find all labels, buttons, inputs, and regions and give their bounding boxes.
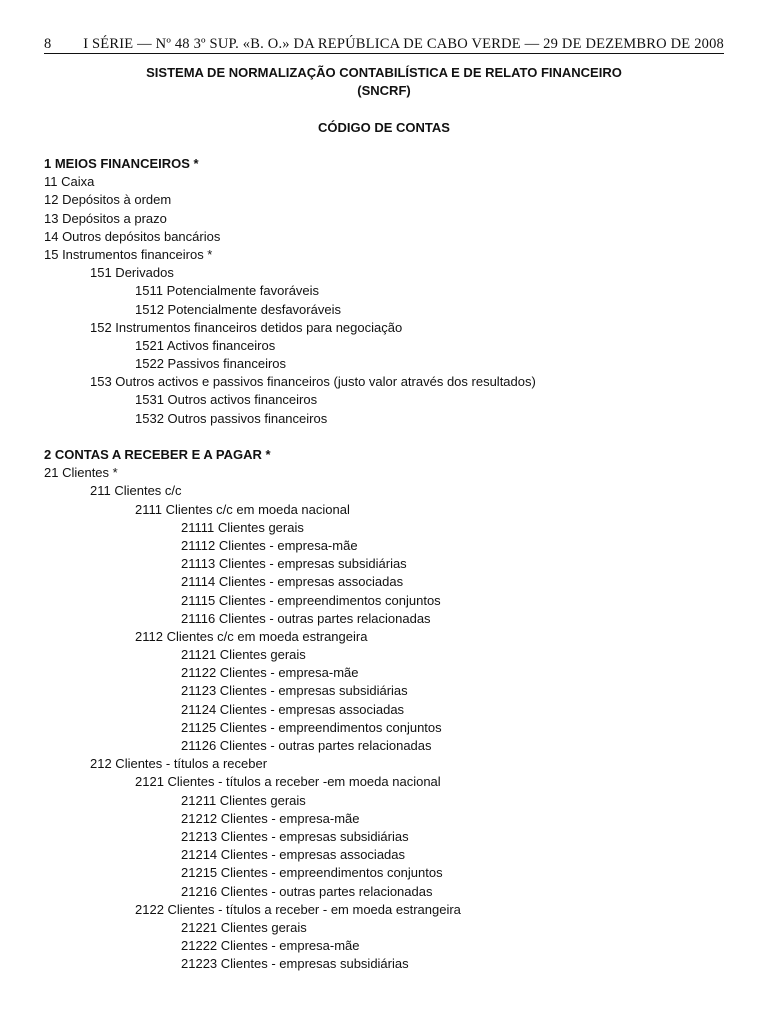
running-title: I SÉRIE — Nº 48 3º SUP. «B. O.» DA REPÚBLICA DE CABO VERDE — 29 DE DEZEMBRO DE 2008 — [83, 36, 724, 52]
header-rule — [44, 53, 724, 54]
account-item: 13 Depósitos a prazo — [44, 210, 167, 226]
section-heading: 2 CONTAS A RECEBER E A PAGAR * — [44, 447, 271, 462]
account-item: 2121 Clientes - títulos a receber -em moeda nacional — [135, 774, 441, 790]
account-item: 151 Derivados — [90, 265, 174, 281]
account-item: 14 Outros depósitos bancários — [44, 228, 221, 244]
document-subtitle: CÓDIGO DE CONTAS — [318, 120, 450, 135]
account-item: 21121 Clientes gerais — [181, 647, 306, 663]
account-item: 21125 Clientes - empreendimentos conjuntos — [181, 719, 442, 735]
account-item: 12 Depósitos à ordem — [44, 192, 172, 208]
account-item: 211 Clientes c/c — [90, 483, 182, 499]
section-spacer — [44, 428, 744, 446]
account-item: 21216 Clientes - outras partes relacionadas — [181, 883, 433, 899]
account-code-list — [44, 155, 744, 973]
account-item: 21124 Clientes - empresas associadas — [181, 701, 405, 717]
account-item: 152 Instrumentos financeiros detidos para negociação — [90, 319, 403, 335]
document-acronym: (SNCRF) — [357, 83, 411, 98]
account-item: 212 Clientes - títulos a receber — [90, 756, 268, 772]
account-item: 21215 Clientes - empreendimentos conjuntos — [181, 865, 443, 881]
account-item: 1531 Outros activos financeiros — [135, 392, 318, 408]
account-item: 21112 Clientes - empresa-mãe — [181, 537, 358, 553]
account-item: 21126 Clientes - outras partes relacionadas — [181, 738, 432, 753]
account-item: 21123 Clientes - empresas subsidiárias — [181, 683, 408, 699]
account-item: 21214 Clientes - empresas associadas — [181, 847, 406, 863]
account-item: 21213 Clientes - empresas subsidiárias — [181, 828, 409, 844]
account-item: 153 Outros activos e passivos financeiros (justo valor através dos resultados) — [90, 374, 536, 390]
document-title: SISTEMA DE NORMALIZAÇÃO CONTABILÍSTICA E DE RELATO FINANCEIRO — [146, 65, 622, 80]
account-item: 21223 Clientes - empresas subsidiárias — [181, 956, 409, 972]
account-item: 1522 Passivos financeiros — [135, 356, 287, 372]
account-item: 15 Instrumentos financeiros * — [44, 246, 213, 262]
account-item: 1521 Activos financeiros — [135, 337, 276, 353]
account-item: 2112 Clientes c/c em moeda estrangeira — [135, 628, 368, 644]
page-number: 8 — [44, 36, 52, 52]
account-item: 21212 Clientes - empresa-mãe — [181, 810, 360, 826]
section-heading: 1 MEIOS FINANCEIROS * — [44, 156, 199, 171]
account-item: 1512 Potencialmente desfavoráveis — [135, 301, 341, 317]
account-item: 2111 Clientes c/c em moeda nacional — [135, 501, 350, 517]
account-item: 21114 Clientes - empresas associadas — [181, 574, 404, 590]
account-item: 21113 Clientes - empresas subsidiárias — [181, 556, 407, 572]
account-item: 21211 Clientes gerais — [181, 792, 306, 808]
account-item: 21116 Clientes - outras partes relacionadas — [181, 610, 431, 626]
account-item: 2122 Clientes - títulos a receber - em moeda estrangeira — [135, 901, 461, 917]
account-item: 21115 Clientes - empreendimentos conjuntos — [181, 592, 441, 608]
account-item: 21122 Clientes - empresa-mãe — [181, 665, 359, 681]
account-item: 1511 Potencialmente favoráveis — [135, 283, 320, 299]
account-item: 21221 Clientes gerais — [181, 919, 307, 935]
account-item: 11 Caixa — [44, 174, 95, 190]
account-item: 21111 Clientes gerais — [181, 519, 304, 535]
account-item: 21222 Clientes - empresa-mãe — [181, 938, 360, 954]
account-item: 21 Clientes * — [44, 465, 118, 481]
account-item: 1532 Outros passivos financeiros — [135, 410, 328, 426]
